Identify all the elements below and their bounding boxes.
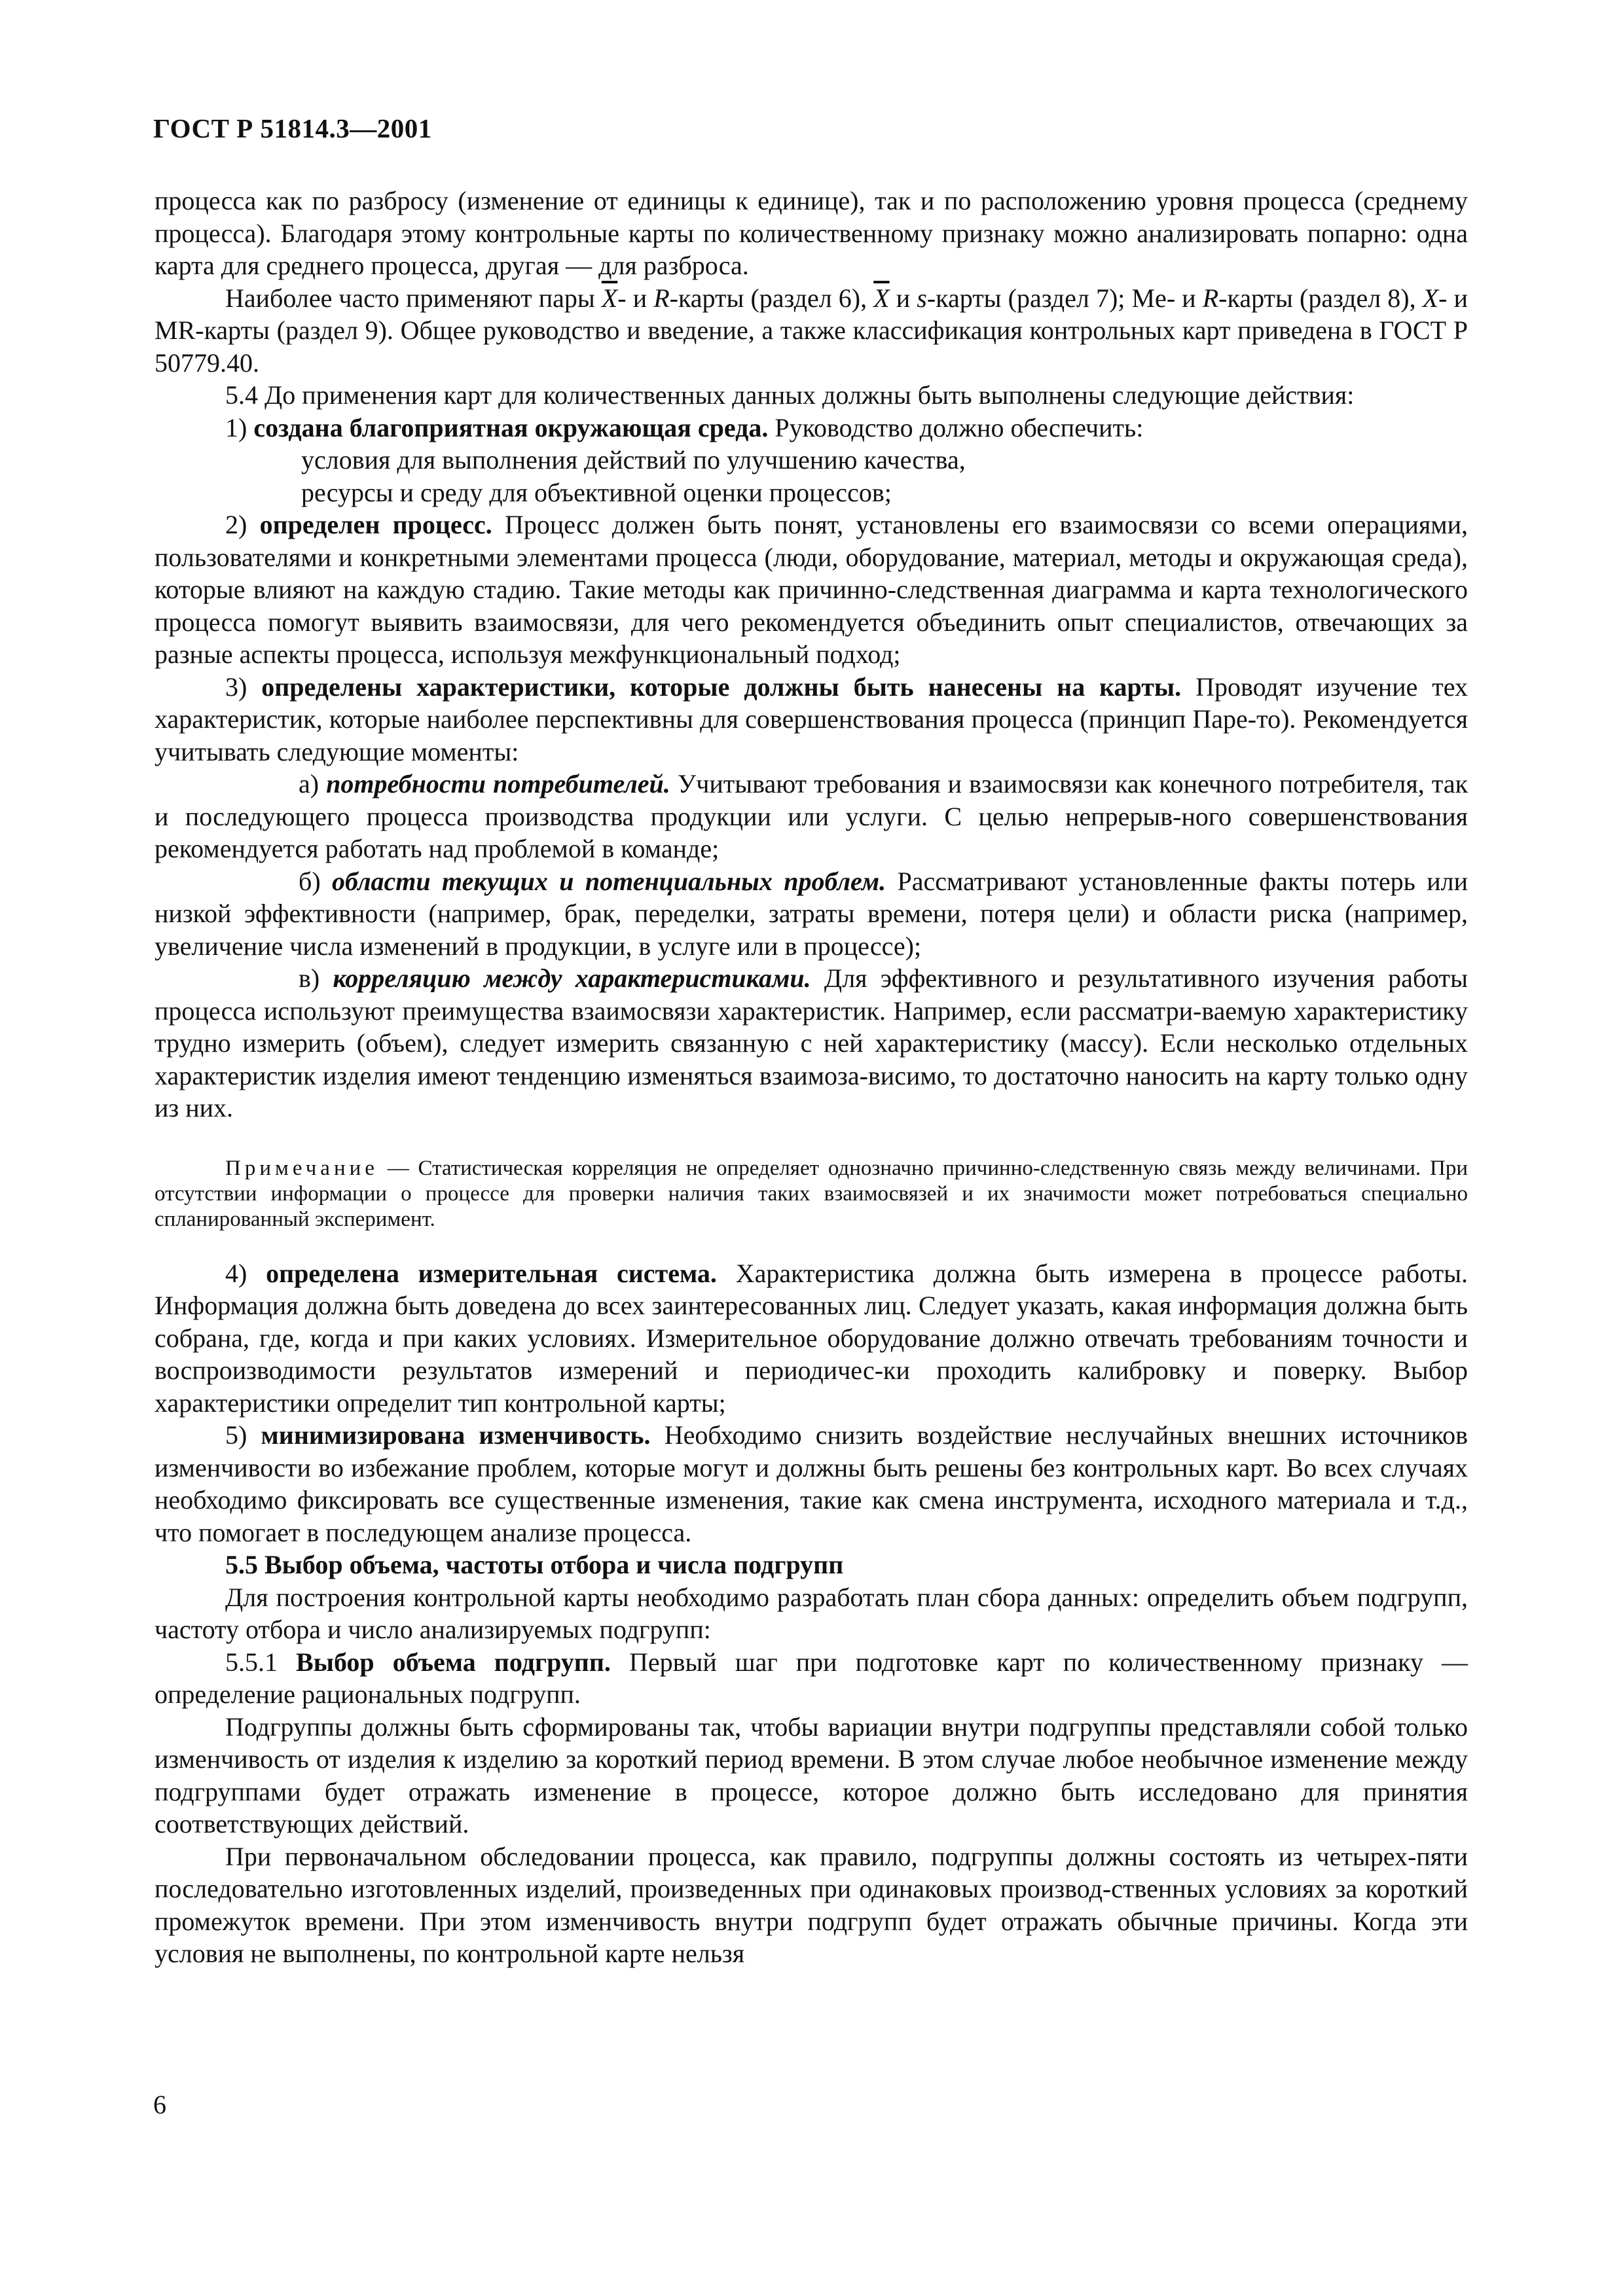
list-item: 3) определены характеристики, которые должны быть нанесены на карты. Проводят изучение тех характеристик, которые наиболее перспективны для совершенствования процесса (принцип Паре-то). Рекомендуется учитывать следующие моменты:: [155, 672, 1468, 766]
list-subitem: ресурсы и среду для объективной оценки процессов;: [301, 477, 892, 507]
list-item: 5) минимизирована изменчивость. Необходимо снизить воздействие неслучайных внешних источников изменчивости во избежание проблем, которые могут и должны быть решены без контрольных карт. Во всех случаях необходимо фиксировать все существенные изменения, такие как смена инструмента, исходного материала и т.д., что помогает в последующем анализе процесса.: [155, 1420, 1468, 1547]
list-item: а) потребности потребителей. Учитывают требования и взаимосвязи как конечного потребителя, так и последующего процесса производства продукции или услуги. С целью непрерыв-ного совершенствования рекомендуется работать над проблемой в команде;: [155, 769, 1468, 863]
note-label: Примечание: [225, 1156, 378, 1180]
list-item: 2) определен процесс. Процесс должен быть понят, установлены его взаимосвязи со всеми операциями, пользователями и конкретными элементами процесса (люди, оборудование, материал, методы и окружающая среда), которые влияют на каждую стадию. Такие методы как причинно-следственная диаграмма и карта технологического процесса помогут выявить взаимосвязи, для чего рекомендуется объединить опыт специалистов, отвечающих за разные аспекты процесса, используя межфункциональный подход;: [155, 510, 1468, 669]
page-header: ГОСТ Р 51814.3—2001: [153, 113, 432, 143]
paragraph: Наиболее часто применяют пары $\overline{X}-$ и R-карты (раздел 6), $\overline{X}$ и s-карты (раздел 7); Me- и R-карты (раздел 8), X- и MR-карты (раздел 9). Общее руководство и введение, а также классификация контрольных карт приведена в ГОСТ Р 50779.40.: [155, 283, 1468, 378]
paragraph: Для построения контрольной карты необходимо разработать план сбора данных: определить объем подгрупп, частоту отбора и число анализируемых подгрупп:: [155, 1582, 1468, 1644]
list-item: 1) создана благоприятная окружающая среда. Руководство должно обеспечить:: [225, 412, 1144, 442]
section-heading: 5.5 Выбор объема, частоты отбора и числа подгрупп: [225, 1550, 844, 1579]
paragraph: При первоначальном обследовании процесса, как правило, подгруппы должны состоять из четырех-пяти последовательно изготовленных изделий, произведенных при одинаковых производ-ственных условиях за короткий промежуток времени. При этом изменчивость внутри подгрупп будет отражать обычные причины. Когда эти условия не выполнены, по контрольной карте нельзя: [155, 1841, 1468, 1968]
x-bar-symbol: $\overline{X}$: [601, 283, 618, 313]
subsection: 5.5.1 Выбор объема подгрупп. Первый шаг при подготовке карт по количественному признаку — определение рациональных подгрупп.: [155, 1647, 1468, 1709]
list-subitem: условия для выполнения действий по улучшению качества,: [301, 445, 966, 475]
note: Примечание — Статистическая корреляция не определяет однозначно причинно-следственную связь между величинами. При отсутствии информации о процессе для проверки наличия таких взаимосвязей и их значимости может потребоваться специально спланированный эксперимент.: [155, 1156, 1468, 1231]
list-item: б) области текущих и потенциальных проблем. Рассматривают установленные факты потерь или низкой эффективности (например, брак, переделки, затраты времени, потеря цели) и области риска (например, увеличение числа изменений в продукции, в услуге или в процессе);: [155, 866, 1468, 961]
r-symbol: R: [1202, 283, 1219, 313]
paragraph: 5.4 До применения карт для количественных данных должны быть выполнены следующие действия:: [225, 380, 1355, 410]
document-body: [155, 185, 1468, 1970]
page-number: 6: [153, 2090, 166, 2119]
s-symbol: s: [917, 283, 927, 313]
x-symbol: X: [1422, 283, 1439, 313]
paragraph: Подгруппы должны быть сформированы так, чтобы вариации внутри подгруппы представляли собой только изменчивость от изделия к изделию за короткий период времени. В этом случае любое необычное изменение между подгруппами будет отражать изменение в процессе, которое должно быть исследовано для принятия соответствующих действий.: [155, 1712, 1468, 1839]
list-item: в) корреляцию между характеристиками. Для эффективного и результативного изучения работы процесса используют преимущества взаимосвязи характеристик. Например, если рассматри-ваемую характеристику трудно измерить (объем), следует измерить связанную с ней характеристику (массу). Если несколько отдельных характеристик изделия имеют тенденцию изменяться взаимоза-висимо, то достаточно наносить на карту только одну из них.: [155, 963, 1468, 1122]
list-item: 4) определена измерительная система. Характеристика должна быть измерена в процессе работы. Информация должна быть доведена до всех заинтересованных лиц. Следует указать, какая информация должна быть собрана, где, когда и при каких условиях. Измерительное оборудование должно отвечать требованиям точности и воспроизводимости результатов измерений и периодичес-ки проходить калибровку и поверку. Выбор характеристики определит тип контрольной карты;: [155, 1258, 1468, 1418]
r-symbol: R: [653, 283, 670, 313]
x-bar-symbol: $\overline{X}$: [873, 283, 890, 313]
paragraph: процесса как по разбросу (изменение от единицы к единице), так и по расположению уровня процесса (среднему процесса). Благодаря этому контрольные карты по количественному признаку можно анализировать попарно: одна карта для среднего процесса, другая — для разброса.: [155, 186, 1468, 280]
